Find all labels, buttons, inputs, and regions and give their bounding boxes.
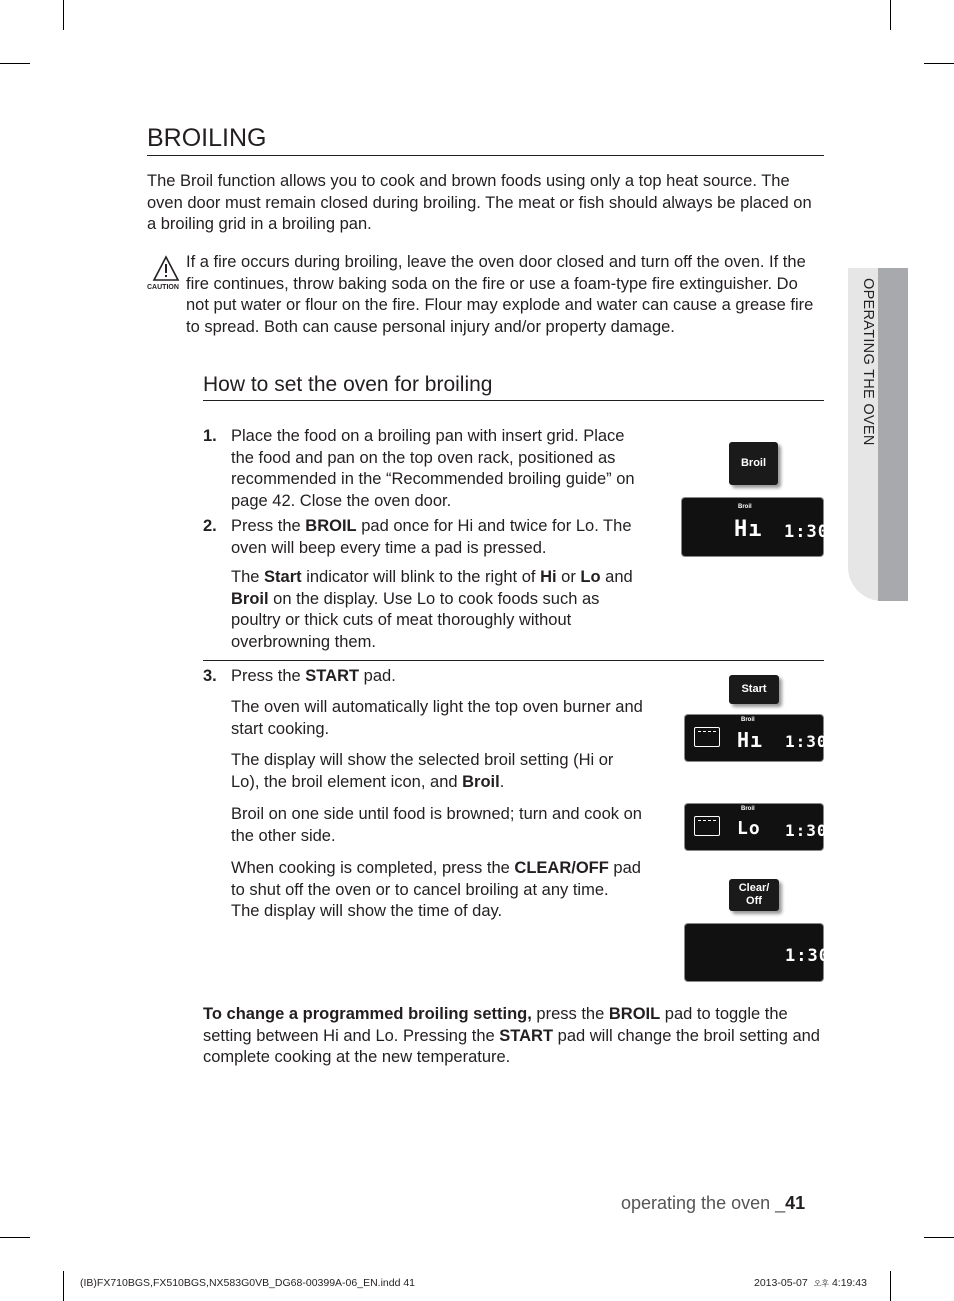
step-3-text: Press the START pad. [231,667,396,685]
side-tab-label: OPERATING THE OVEN [860,278,876,446]
crop-mark [0,1237,30,1238]
display-time: 1:30 [785,821,828,840]
step-3-detail-2: The display will show the selected broil setting (Hi or Lo), the broil element icon, and Broil. [231,751,614,791]
note-paragraph: To change a programmed broiling setting, press the BROIL pad to toggle the setting between Hi and Lo. Pressing the START pad will change the broil setting and complete cooking at the new temperature. [203,1005,820,1066]
step-1-text: Place the food on a broiling pan with insert grid. Place the food and pan on the top oven rack, positioned as recommended in the “Recommended broiling guide” on page 42. Close the oven door. [231,427,635,510]
display-mode: Hı [737,728,764,752]
broil-element-icon [694,816,720,836]
page-title: BROILING [147,124,267,152]
section-title: How to set the oven for broiling [203,373,493,396]
crop-mark [63,1271,64,1301]
footer-label: operating the oven _ [621,1193,786,1213]
warning-icon [147,254,185,284]
caution-block [147,254,185,294]
print-date: 2013-05-07 오후 4:19:43 [754,1277,867,1289]
section-rule [203,400,824,401]
display-time: 1:30 [785,732,828,751]
title-rule [147,155,824,156]
display-time-of-day [685,924,830,981]
step-number: 2. [203,517,217,535]
page-footer [621,1193,805,1214]
caution-label: CAUTION [147,284,179,291]
step-2-text: Press the BROIL pad once for Hi and twice for Lo. The oven will beep every time a pad is pressed. [231,517,632,557]
crop-mark [890,0,891,30]
file-info: (IB)FX710BGS,FX510BGS,NX583G0VB_DG68-00399A-06_EN.indd 41 [80,1277,416,1289]
display-hi-broil [682,498,829,556]
step-number: 1. [203,427,217,445]
display-mode: Lo [737,818,761,839]
crop-mark [924,63,954,64]
crop-mark [924,1237,954,1238]
display-mode: Hı [734,517,763,542]
display-broil-label: Broil [741,806,755,812]
broil-button: Broil [729,442,778,485]
clear-button-line2: Off [746,895,762,907]
broil-element-icon [694,727,720,747]
intro-paragraph: The Broil function allows you to cook and brown foods using only a top heat source. The oven door must remain closed during broiling. The meat or fish should always be placed on a broiling grid in a broiling pan. [147,172,812,233]
display-broil-label: Broil [738,504,752,510]
step-3-detail-3: Broil on one side until food is browned; turn and cook on the other side. [231,805,642,845]
crop-mark [890,1271,891,1301]
crop-mark [63,0,64,30]
step-number: 3. [203,667,217,685]
start-button: Start [729,675,779,704]
step-3-detail-1: The oven will automatically light the top oven burner and start cooking. [231,698,643,738]
caution-text: If a fire occurs during broiling, leave the oven door closed and turn off the oven. If the fire continues, throw baking soda on the fire or use a foam-type fire extinguisher. Do not put water or flour on the fire. Flour may explode and water can cause a grease fire to spread. Both can cause personal injury and/or property damage. [186,253,814,336]
side-tab-bar [878,268,908,601]
page-number: 41 [785,1193,806,1213]
clear-button-line1: Clear/ [738,882,770,894]
display-lo-cooking [685,804,828,850]
side-tab [848,268,908,601]
display-time: 1:30 [785,946,830,966]
crop-mark [0,63,30,64]
display-broil-label: Broil [741,717,755,723]
clear-off-button [729,879,779,911]
step-2-detail: The Start indicator will blink to the right of Hi or Lo and Broil on the display. Use Lo to cook foods such as poultry or thick cuts of meat thoroughly without overbrowning them. [231,568,633,651]
display-time: 1:30 [784,522,829,542]
display-hi-cooking [685,715,828,761]
step-3-detail-4: When cooking is completed, press the CLEAR/OFF pad to shut off the oven or to cancel broiling at any time. The display will show the time of day. [231,859,641,920]
step-divider [203,660,824,661]
